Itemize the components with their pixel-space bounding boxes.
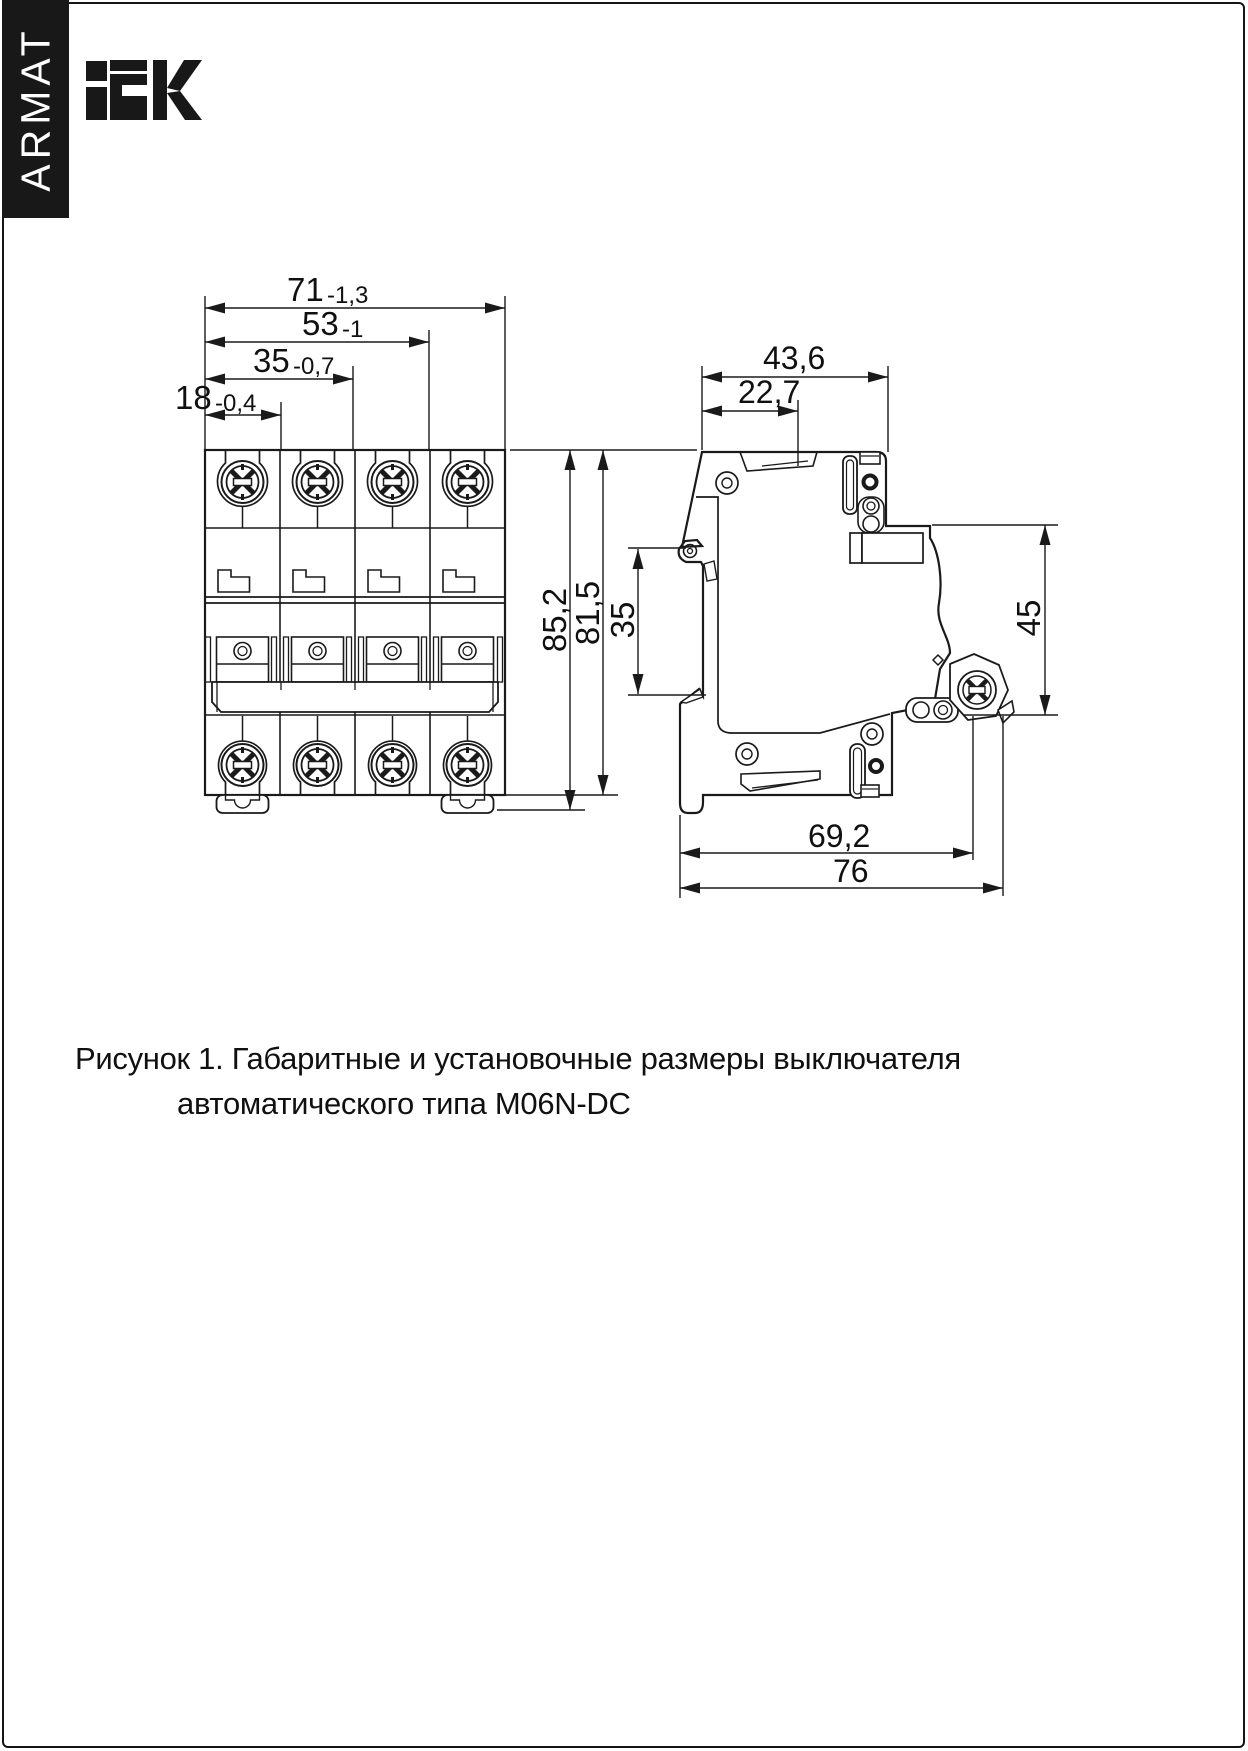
dim-81-5-value: 81,5 [569, 580, 606, 646]
dim-35-value: 35 [253, 342, 290, 379]
dim-43-6-value: 43,6 [763, 340, 826, 376]
dim-71-tolerance: -1,3 [327, 282, 369, 309]
dim-76-value: 76 [833, 853, 869, 889]
figure-caption-line2: автоматического типа M06N-DC [177, 1086, 631, 1121]
dim-71-value: 71 [287, 271, 324, 308]
dim-45-value: 45 [1010, 599, 1047, 637]
terminal-screw [950, 654, 1014, 723]
dim-18-tolerance: -0,4 [215, 390, 257, 417]
brand-tab-label: ARMAT [12, 26, 58, 192]
dim-35-side-value: 35 [604, 601, 641, 639]
figure-caption [75, 1036, 1025, 1126]
dim-35-tolerance: -0,7 [293, 353, 335, 380]
dim-53-value: 53 [302, 305, 339, 342]
front-view-drawing [205, 450, 505, 813]
side-view-drawing [679, 452, 1014, 813]
front-view-dimensions [175, 271, 505, 450]
dim-85-2-value: 85,2 [536, 587, 573, 653]
dim-18-value: 18 [175, 379, 212, 416]
dim-22-7-value: 22,7 [738, 374, 801, 410]
dim-53-tolerance: -1 [342, 316, 364, 343]
handle-bar [212, 682, 498, 712]
figure-caption-line1: Рисунок 1. Габаритные и установочные размеры выключателя [75, 1041, 961, 1076]
dim-69-2-value: 69,2 [808, 818, 871, 854]
